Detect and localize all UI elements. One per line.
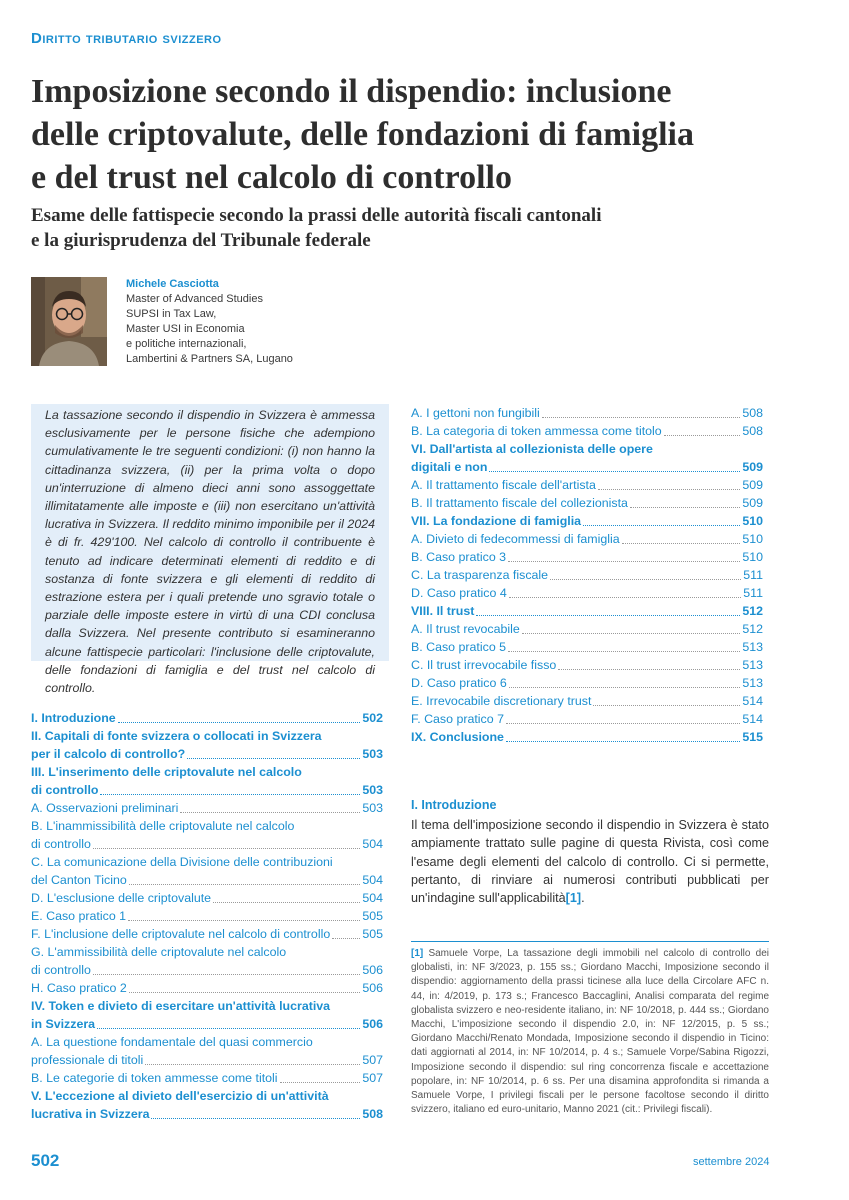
toc-leader-dots bbox=[129, 884, 361, 885]
toc-leader-dots bbox=[93, 848, 360, 849]
toc-leader-dots bbox=[93, 974, 360, 975]
toc-entry-label: VI. Dall'artista al collezionista delle opere bbox=[411, 442, 653, 456]
author-affiliation-line: Lambertini & Partners SA, Lugano bbox=[126, 353, 293, 365]
toc-entry-page: 509 bbox=[742, 460, 763, 474]
toc-entry-page: 508 bbox=[742, 406, 763, 420]
toc-entry-label: in Svizzera bbox=[31, 1017, 96, 1031]
toc-leader-dots bbox=[180, 812, 360, 813]
toc-entry[interactable] bbox=[31, 871, 383, 889]
toc-entry[interactable] bbox=[31, 1015, 383, 1033]
toc-entry-label: F. Caso pratico 7 bbox=[411, 712, 504, 726]
toc-entry-label: I. Introduzione bbox=[31, 711, 116, 725]
toc-entry-label: B. La categoria di token ammessa come titolo bbox=[411, 424, 662, 438]
toc-entry-label: E. Caso pratico 1 bbox=[31, 909, 127, 923]
toc-leader-dots bbox=[622, 543, 741, 544]
toc-entry-label: A. La questione fondamentale del quasi commercio bbox=[31, 1035, 313, 1049]
toc-entry-label: B. Il trattamento fiscale del collezionista bbox=[411, 496, 628, 510]
toc-entry-page: 504 bbox=[362, 891, 383, 905]
toc-entry-page: 505 bbox=[362, 909, 383, 923]
toc-entry-label: VIII. Il trust bbox=[411, 604, 475, 618]
toc-entry-page: 508 bbox=[362, 1107, 383, 1121]
toc-entry[interactable] bbox=[411, 656, 763, 674]
toc-entry-page: 514 bbox=[742, 694, 763, 708]
toc-entry-page: 510 bbox=[742, 514, 763, 528]
toc-entry-page: 513 bbox=[742, 676, 763, 690]
toc-entry-label: VII. La fondazione di famiglia bbox=[411, 514, 582, 528]
title-line: Imposizione secondo il dispendio: inclusione bbox=[31, 73, 672, 110]
toc-entry[interactable] bbox=[411, 458, 763, 476]
footnote-divider bbox=[411, 941, 769, 942]
toc-leader-dots bbox=[145, 1064, 360, 1065]
toc-leader-dots bbox=[151, 1118, 360, 1119]
toc-entry[interactable] bbox=[411, 530, 763, 548]
toc-leader-dots bbox=[100, 794, 360, 795]
toc-leader-dots bbox=[476, 615, 740, 616]
toc-entry[interactable] bbox=[411, 728, 763, 746]
table-of-contents-right bbox=[411, 404, 763, 746]
author-name: Michele Casciotta bbox=[126, 278, 219, 290]
toc-entry-page: 502 bbox=[362, 711, 383, 725]
toc-entry[interactable] bbox=[411, 692, 763, 710]
toc-entry-label: A. Il trust revocabile bbox=[411, 622, 520, 636]
toc-leader-dots bbox=[542, 417, 740, 418]
title-line: e del trust nel calcolo di controllo bbox=[31, 159, 512, 196]
toc-leader-dots bbox=[598, 489, 740, 490]
toc-entry-page: 507 bbox=[362, 1053, 383, 1067]
toc-leader-dots bbox=[489, 471, 740, 472]
footnote-ref-link[interactable]: [1] bbox=[565, 891, 582, 906]
footnote-text: Samuele Vorpe, La tassazione degli immobili nel calcolo di controllo dei globalisti, in: NF 3/2023, p. 155 ss.; Giordano Macchi, Imposizione secondo il dispendio: aggiornamento della prassi ticinese alla luce della Circolare AFC n. 44, in: 4/2019, p. 173 s.; Francesco Baccaglini, Analisi comparata del regime globalista svizzero e neo-residente italiano, in: NF 10/2018, p. 444 ss.; Giordano Macchi, L'imposizione secondo il dispendio 2.0, in: NF 12/2015, p. 5 ss.; Giordano Macchi/Renato Mondada, Imposizione secondo il dispendio in Ticino: dati aggiornati al 2014, in: NF 10/2014, p. 4 s.; Samuele Vorpe/Sabina Rigozzi, Imposizione secondo il dispendio: sul ring concorrenza fiscale e accettazione popolare, in: NF 10/2014, p. 6 ss. Per una disamina approfondita si rimanda a Samuele Vorpe, I privilegi fiscali per le persone facoltose secondo il diritto svizzero, italiano ed euro-unitario, Manno 2021 (cit.: Privilegi fiscali). bbox=[411, 948, 770, 1116]
toc-entry-label: B. Caso pratico 5 bbox=[411, 640, 507, 654]
toc-entry[interactable] bbox=[411, 602, 763, 620]
abstract-box bbox=[31, 404, 389, 696]
footnote bbox=[411, 947, 769, 1117]
toc-entry[interactable] bbox=[411, 638, 763, 656]
toc-entry-label: B. Caso pratico 3 bbox=[411, 550, 507, 564]
toc-entry-page: 506 bbox=[362, 1017, 383, 1031]
toc-entry[interactable] bbox=[31, 907, 383, 925]
toc-entry-page: 506 bbox=[362, 963, 383, 977]
intro-end: . bbox=[581, 891, 585, 906]
toc-entry[interactable] bbox=[31, 943, 383, 961]
intro-heading: I. Introduzione bbox=[411, 798, 497, 812]
toc-leader-dots bbox=[509, 597, 742, 598]
toc-entry-page: 503 bbox=[362, 747, 383, 761]
toc-leader-dots bbox=[506, 741, 740, 742]
toc-leader-dots bbox=[128, 920, 360, 921]
toc-entry-page: 514 bbox=[742, 712, 763, 726]
toc-entry-label: IX. Conclusione bbox=[411, 730, 504, 744]
author-affiliation-line: Master of Advanced Studies bbox=[126, 293, 263, 305]
toc-entry-label: III. L'inserimento delle criptovalute nel calcolo bbox=[31, 765, 302, 779]
toc-leader-dots bbox=[583, 525, 740, 526]
toc-leader-dots bbox=[97, 1028, 360, 1029]
toc-entry-label: II. Capitali di fonte svizzera o collocati in Svizzera bbox=[31, 729, 322, 743]
toc-entry-label: di controllo bbox=[31, 963, 91, 977]
toc-entry-label: B. Le categorie di token ammesse come titoli bbox=[31, 1071, 278, 1085]
author-affiliation-line: SUPSI in Tax Law, bbox=[126, 308, 217, 320]
toc-entry-page: 515 bbox=[742, 730, 763, 744]
toc-entry[interactable] bbox=[31, 853, 383, 871]
toc-leader-dots bbox=[508, 561, 740, 562]
toc-entry[interactable] bbox=[31, 781, 383, 799]
toc-leader-dots bbox=[664, 435, 741, 436]
toc-entry-label: digitali e non bbox=[411, 460, 488, 474]
author-block bbox=[126, 277, 293, 367]
toc-entry-page: 504 bbox=[362, 873, 383, 887]
toc-entry-label: IV. Token e divieto di esercitare un'attività lucrativa bbox=[31, 999, 331, 1013]
toc-entry-page: 504 bbox=[362, 837, 383, 851]
toc-entry-label: di controllo bbox=[31, 837, 91, 851]
toc-entry[interactable] bbox=[31, 979, 383, 997]
toc-leader-dots bbox=[129, 992, 361, 993]
toc-entry[interactable] bbox=[411, 440, 763, 458]
toc-entry-page: 510 bbox=[742, 532, 763, 546]
toc-entry-page: 508 bbox=[742, 424, 763, 438]
toc-entry-label: A. Il trattamento fiscale dell'artista bbox=[411, 478, 596, 492]
intro-text: Il tema dell'imposizione secondo il dispendio in Svizzera è stato ampiamente trattato sulle pagine di questa Rivista, così come l'esame degli elementi del calcolo di controllo. Ci si permette, pertanto, di rinviare ai numerosi contributi pubblicati per un'indagine sull'applicabilità bbox=[411, 818, 769, 906]
toc-entry[interactable] bbox=[31, 709, 383, 727]
toc-leader-dots bbox=[558, 669, 740, 670]
toc-entry[interactable] bbox=[411, 674, 763, 692]
toc-entry-label: A. Divieto di fedecommessi di famiglia bbox=[411, 532, 620, 546]
toc-entry-label: V. L'eccezione al divieto dell'esercizio di un'attività bbox=[31, 1089, 329, 1103]
abstract-text: La tassazione secondo il dispendio in Svizzera è ammessa esclusivamente per le persone fisiche che adempiono cumulativamente le tre seguenti condizioni: (i) non hanno la cittadinanza svizzera, (ii) per la prima volta o dopo un'interruzione di almeno dieci anni sono assoggettate illimitatamente alle imposte e (iii) non esercitano un'attività lucrativa in Svizzera. Il reddito minimo imponibile per il 2024 è di fr. 429'100. Nel calcolo di controllo il contribuente è tenuto ad indicare determinati elementi di reddito e di sostanza di fonte svizzera e gli elementi di reddito di estrazione estera per i quali pretende uno sgravio totale o parziale delle imposte estere in virtù di una CDI conclusa dalla Svizzera. Nel presente contributo si esamineranno alcune fattispecie particolari: l'inclusione delle criptovalute, delle fondazioni di famiglia e del trust nel calcolo di controllo. bbox=[45, 408, 375, 696]
toc-entry-page: 509 bbox=[742, 478, 763, 492]
toc-entry-page: 511 bbox=[743, 586, 763, 600]
toc-entry[interactable] bbox=[31, 997, 383, 1015]
toc-entry-page: 506 bbox=[362, 981, 383, 995]
subtitle-line: Esame delle fattispecie secondo la prassi delle autorità fiscali cantonali bbox=[31, 205, 602, 226]
toc-entry[interactable] bbox=[411, 620, 763, 638]
toc-entry[interactable] bbox=[31, 1105, 383, 1123]
toc-leader-dots bbox=[213, 902, 360, 903]
toc-entry[interactable] bbox=[31, 889, 383, 907]
toc-entry-page: 509 bbox=[742, 496, 763, 510]
toc-entry[interactable] bbox=[31, 961, 383, 979]
table-of-contents-left bbox=[31, 709, 383, 1123]
toc-entry-label: di controllo bbox=[31, 783, 99, 797]
toc-entry-label: C. Il trust irrevocabile fisso bbox=[411, 658, 557, 672]
toc-entry-label: A. Osservazioni preliminari bbox=[31, 801, 179, 815]
toc-entry[interactable] bbox=[411, 710, 763, 728]
toc-leader-dots bbox=[630, 507, 740, 508]
toc-leader-dots bbox=[593, 705, 740, 706]
toc-entry-label: A. I gettoni non fungibili bbox=[411, 406, 540, 420]
toc-entry[interactable] bbox=[411, 548, 763, 566]
toc-entry[interactable] bbox=[31, 745, 383, 763]
toc-entry-label: per il calcolo di controllo? bbox=[31, 747, 186, 761]
toc-leader-dots bbox=[187, 758, 360, 759]
toc-leader-dots bbox=[508, 651, 740, 652]
toc-entry[interactable] bbox=[411, 584, 763, 602]
intro-paragraph bbox=[411, 816, 769, 907]
toc-entry[interactable] bbox=[31, 835, 383, 853]
toc-entry-page: 513 bbox=[742, 658, 763, 672]
toc-entry[interactable] bbox=[31, 1069, 383, 1087]
toc-entry-label: del Canton Ticino bbox=[31, 873, 127, 887]
toc-entry-label: E. Irrevocabile discretionary trust bbox=[411, 694, 592, 708]
author-affiliation-line: e politiche internazionali, bbox=[126, 338, 247, 350]
toc-entry[interactable] bbox=[31, 925, 383, 943]
toc-entry[interactable] bbox=[411, 494, 763, 512]
toc-entry[interactable] bbox=[31, 817, 383, 835]
footnote-number: [1] bbox=[411, 948, 424, 959]
toc-leader-dots bbox=[509, 687, 741, 688]
toc-entry[interactable] bbox=[31, 1087, 383, 1105]
issue-date: settembre 2024 bbox=[693, 1156, 770, 1168]
toc-leader-dots bbox=[550, 579, 741, 580]
toc-entry-label: professionale di titoli bbox=[31, 1053, 144, 1067]
toc-entry-page: 510 bbox=[742, 550, 763, 564]
toc-entry-label: D. Caso pratico 6 bbox=[411, 676, 507, 690]
toc-entry[interactable] bbox=[31, 1033, 383, 1051]
page-number: 502 bbox=[31, 1151, 60, 1170]
toc-leader-dots bbox=[332, 938, 360, 939]
toc-entry-page: 512 bbox=[742, 622, 763, 636]
section-header: Diritto tributario svizzero bbox=[31, 30, 222, 47]
toc-entry[interactable] bbox=[31, 763, 383, 781]
toc-leader-dots bbox=[522, 633, 741, 634]
toc-entry[interactable] bbox=[411, 422, 763, 440]
toc-entry-label: B. L'inammissibilità delle criptovalute nel calcolo bbox=[31, 819, 295, 833]
toc-entry-label: D. Caso pratico 4 bbox=[411, 586, 507, 600]
toc-entry-page: 503 bbox=[362, 783, 383, 797]
title-line: delle criptovalute, delle fondazioni di famiglia bbox=[31, 116, 694, 153]
toc-entry-label: C. La trasparenza fiscale bbox=[411, 568, 549, 582]
article-title bbox=[31, 70, 821, 199]
toc-entry-page: 505 bbox=[362, 927, 383, 941]
toc-entry-label: lucrativa in Svizzera bbox=[31, 1107, 150, 1121]
toc-entry-page: 512 bbox=[742, 604, 763, 618]
toc-entry[interactable] bbox=[31, 727, 383, 745]
author-photo-icon bbox=[31, 277, 107, 366]
toc-leader-dots bbox=[506, 723, 740, 724]
toc-leader-dots bbox=[280, 1082, 361, 1083]
toc-entry[interactable] bbox=[411, 404, 763, 422]
toc-entry[interactable] bbox=[31, 799, 383, 817]
toc-leader-dots bbox=[118, 722, 361, 723]
author-affiliation-line: Master USI in Economia bbox=[126, 323, 245, 335]
toc-entry-page: 503 bbox=[362, 801, 383, 815]
toc-entry-label: F. L'inclusione delle criptovalute nel calcolo di controllo bbox=[31, 927, 331, 941]
toc-entry[interactable] bbox=[411, 512, 763, 530]
toc-entry-label: G. L'ammissibilità delle criptovalute nel calcolo bbox=[31, 945, 287, 959]
author-photo bbox=[31, 277, 107, 366]
toc-entry-page: 507 bbox=[362, 1071, 383, 1085]
toc-entry-label: D. L'esclusione delle criptovalute bbox=[31, 891, 212, 905]
subtitle-line: e la giurisprudenza del Tribunale federale bbox=[31, 230, 371, 251]
toc-entry[interactable] bbox=[31, 1051, 383, 1069]
toc-entry-label: H. Caso pratico 2 bbox=[31, 981, 127, 995]
toc-entry-page: 513 bbox=[742, 640, 763, 654]
toc-entry[interactable] bbox=[411, 566, 763, 584]
toc-entry[interactable] bbox=[411, 476, 763, 494]
toc-entry-page: 511 bbox=[743, 568, 763, 582]
article-subtitle bbox=[31, 203, 821, 253]
toc-entry-label: C. La comunicazione della Divisione delle contribuzioni bbox=[31, 855, 333, 869]
